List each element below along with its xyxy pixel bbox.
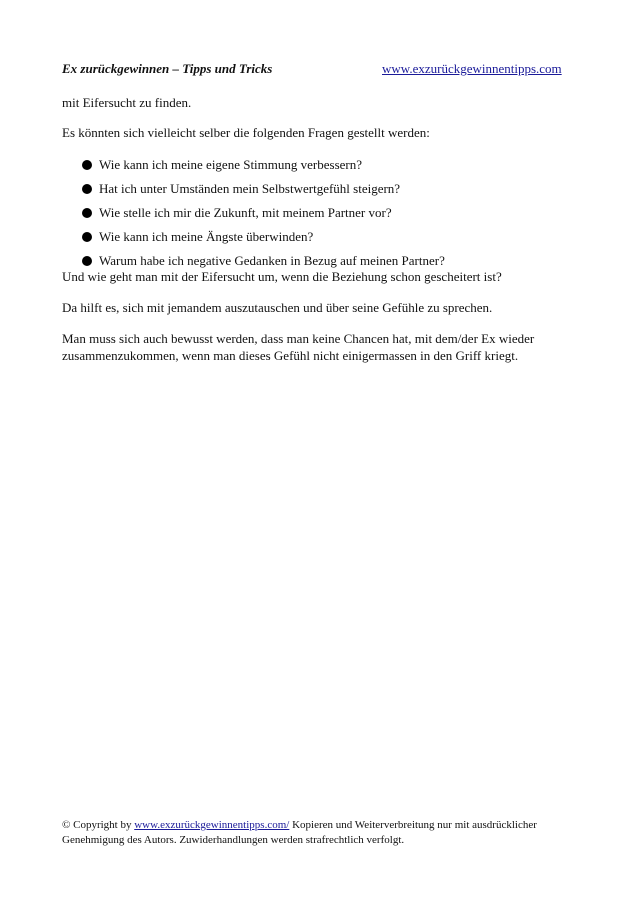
header-website-link[interactable]: www.exzurückgewinnentipps.com — [382, 61, 562, 76]
bullet-dot-icon — [82, 160, 92, 170]
bullet-dot-icon — [82, 184, 92, 194]
paragraph-awareness-line: Man muss sich auch bewusst werden, dass man keine Chancen hat, mit dem/der Ex wieder — [62, 331, 535, 346]
list-item — [82, 204, 562, 228]
question-text: Warum habe ich negative Gedanken in Bezug auf meinen Partner? — [99, 253, 445, 268]
footer-line-1 — [62, 818, 582, 833]
list-item — [82, 156, 562, 180]
question-text: Hat ich unter Umständen mein Selbstwertgefühl steigern? — [99, 181, 401, 196]
paragraph-awareness — [62, 330, 572, 364]
questions-list — [82, 156, 562, 276]
question-text: Wie stelle ich mir die Zukunft, mit meinem Partner vor? — [99, 205, 392, 220]
bullet-dot-icon — [82, 232, 92, 242]
paragraph-awareness-line: zusammenzukommen, wenn man dieses Gefühl nicht einigermassen in den Griff kriegt. — [62, 348, 519, 363]
paragraph-exchange: Da hilft es, sich mit jemandem auszutauschen und über seine Gefühle zu sprechen. — [62, 300, 493, 315]
list-item — [82, 228, 562, 252]
intro-fragment: mit Eifersucht zu finden. — [62, 95, 192, 110]
bullet-dot-icon — [82, 256, 92, 266]
questions-lead: Es könnten sich vielleicht selber die folgenden Fragen gestellt werden: — [62, 125, 430, 140]
paragraph-jealousy: Und wie geht man mit der Eifersucht um, wenn die Beziehung schon gescheitert ist? — [62, 269, 502, 284]
copyright-prefix: © Copyright by — [62, 819, 135, 831]
footer-line-2: Genehmigung des Autors. Zuwiderhandlungen werden strafrechtlich verfolgt. — [62, 834, 405, 846]
footer-website-link[interactable]: www.exzurückgewinnentipps.com/ — [134, 819, 290, 831]
page-footer — [62, 818, 582, 848]
list-item — [82, 180, 562, 204]
header-title: Ex zurückgewinnen – Tipps und Tricks — [62, 61, 273, 76]
question-text: Wie kann ich meine Ängste überwinden? — [99, 229, 314, 244]
question-text: Wie kann ich meine eigene Stimmung verbessern? — [99, 157, 363, 172]
page-header — [62, 61, 572, 79]
bullet-dot-icon — [82, 208, 92, 218]
copyright-suffix: Kopieren und Weiterverbreitung nur mit ausdrücklicher — [289, 819, 537, 831]
